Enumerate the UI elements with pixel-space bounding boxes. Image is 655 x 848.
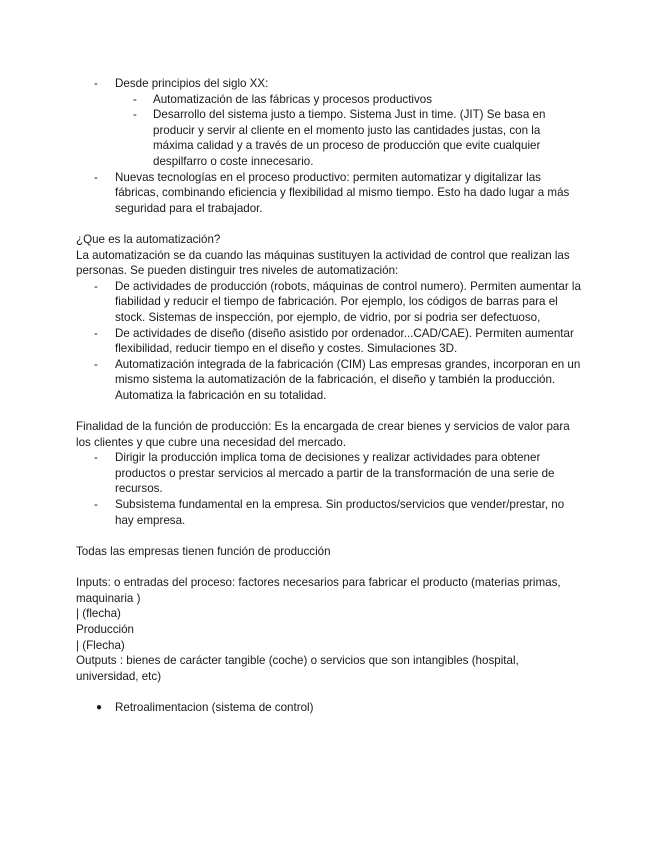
list-item: [76, 76, 581, 92]
list-item-text: Desde principios del siglo XX:: [115, 77, 269, 90]
arrow-line: | (Flecha): [76, 638, 125, 652]
dash-marker: -: [94, 279, 98, 293]
list-item: [76, 279, 581, 326]
blank-line: [76, 560, 581, 576]
section-heading: ¿Que es la automatización?: [76, 233, 221, 246]
bullet-item: [76, 700, 581, 716]
list-item-text: Dirigir la producción implica toma de decisiones y realizar actividades para obtener productos o prestar servicios al mercado a partir de la transformación de una serie de recursos.: [115, 451, 555, 496]
sub-list-item-text: Automatización de las fábricas y procesos productivos: [153, 92, 433, 106]
list-item-text: Automatización integrada de la fabricación (CIM) Las empresas grandes, incorporan en un mismo sistema la automatización de la fabricación, el diseño y también la producción. Automatiza la fabricación en su totalidad.: [115, 357, 581, 402]
dash-marker: -: [94, 357, 98, 371]
dash-marker: -: [94, 326, 98, 340]
section-purpose: [76, 419, 581, 528]
dash-marker: -: [94, 451, 98, 465]
dash-marker: -: [133, 92, 137, 106]
dash-marker: -: [133, 108, 137, 122]
dash-marker: -: [94, 77, 98, 90]
inputs-line: Inputs: o entradas del proceso: factores necesarios para fabricar el producto (materias primas, maquinaria ): [76, 576, 561, 605]
list-item: [76, 357, 581, 404]
list-item-text: Nuevas tecnologías en el proceso productivo: permiten automatizar y digitalizar las fábricas, combinando eficiencia y flexibilidad al mismo tiempo. Esto ha dado lugar a más seguridad para el trabajador.: [115, 170, 570, 215]
list-item: [76, 326, 581, 357]
dash-marker: -: [94, 497, 98, 511]
production-line: Producción: [76, 622, 135, 636]
section-intro: La automatización se da cuando las máquinas sustituyen la actividad de control que realizan las personas. Se pueden distinguir tres niveles de automatización:: [76, 248, 570, 278]
list-item-text: De actividades de producción (robots, máquinas de control numero). Permiten aumentar la fiabilidad y reducir el tiempo de fabricación. Por ejemplo, los códigos de barras para el stock. Sistemas de inspección, por ejemplo, de vidrio, por si podria ser defectuoso,: [115, 279, 581, 324]
bullet-marker: ●: [96, 701, 103, 713]
sub-list-item: [76, 107, 581, 169]
sub-list-item-text: Desarrollo del sistema justo a tiempo. Sistema Just in time. (JIT) Se basa en producir y servir al cliente en el momento justo las cantidades justas, con la máxima calidad y a través de un proceso de producción que evite cualquier despilfarro o coste innecesario.: [153, 108, 546, 168]
section-intro: Finalidad de la función de producción: Es la encargada de crear bienes y servicios de valor para los clientes y que cubre una necesidad del mercado.: [76, 420, 570, 449]
outputs-line: Outputs : bienes de carácter tangible (coche) o servicios que son intangibles (hospital, universidad, etc): [76, 654, 519, 683]
bullet-item-text: Retroalimentacion (sistema de control): [115, 700, 314, 714]
sub-list-item: [76, 92, 581, 108]
section-history: [76, 76, 581, 216]
statement-line: Todas las empresas tienen función de producción: [76, 545, 331, 558]
arrow-line: | (flecha): [76, 607, 121, 621]
section-automation: [76, 232, 581, 404]
section-production-function: [76, 544, 581, 716]
list-item: [76, 450, 581, 497]
blank-line: [76, 684, 581, 700]
list-item-text: De actividades de diseño (diseño asistido por ordenador...CAD/CAE). Permiten aumentar flexibilidad, reducir tiempo en el diseño y costes. Simulaciones 3D.: [115, 326, 574, 356]
dash-marker: -: [94, 170, 98, 184]
list-item: [76, 170, 581, 217]
list-item-text: Subsistema fundamental en la empresa. Sin productos/servicios que vender/prestar, no hay empresa.: [115, 497, 565, 527]
list-item: [76, 497, 581, 528]
